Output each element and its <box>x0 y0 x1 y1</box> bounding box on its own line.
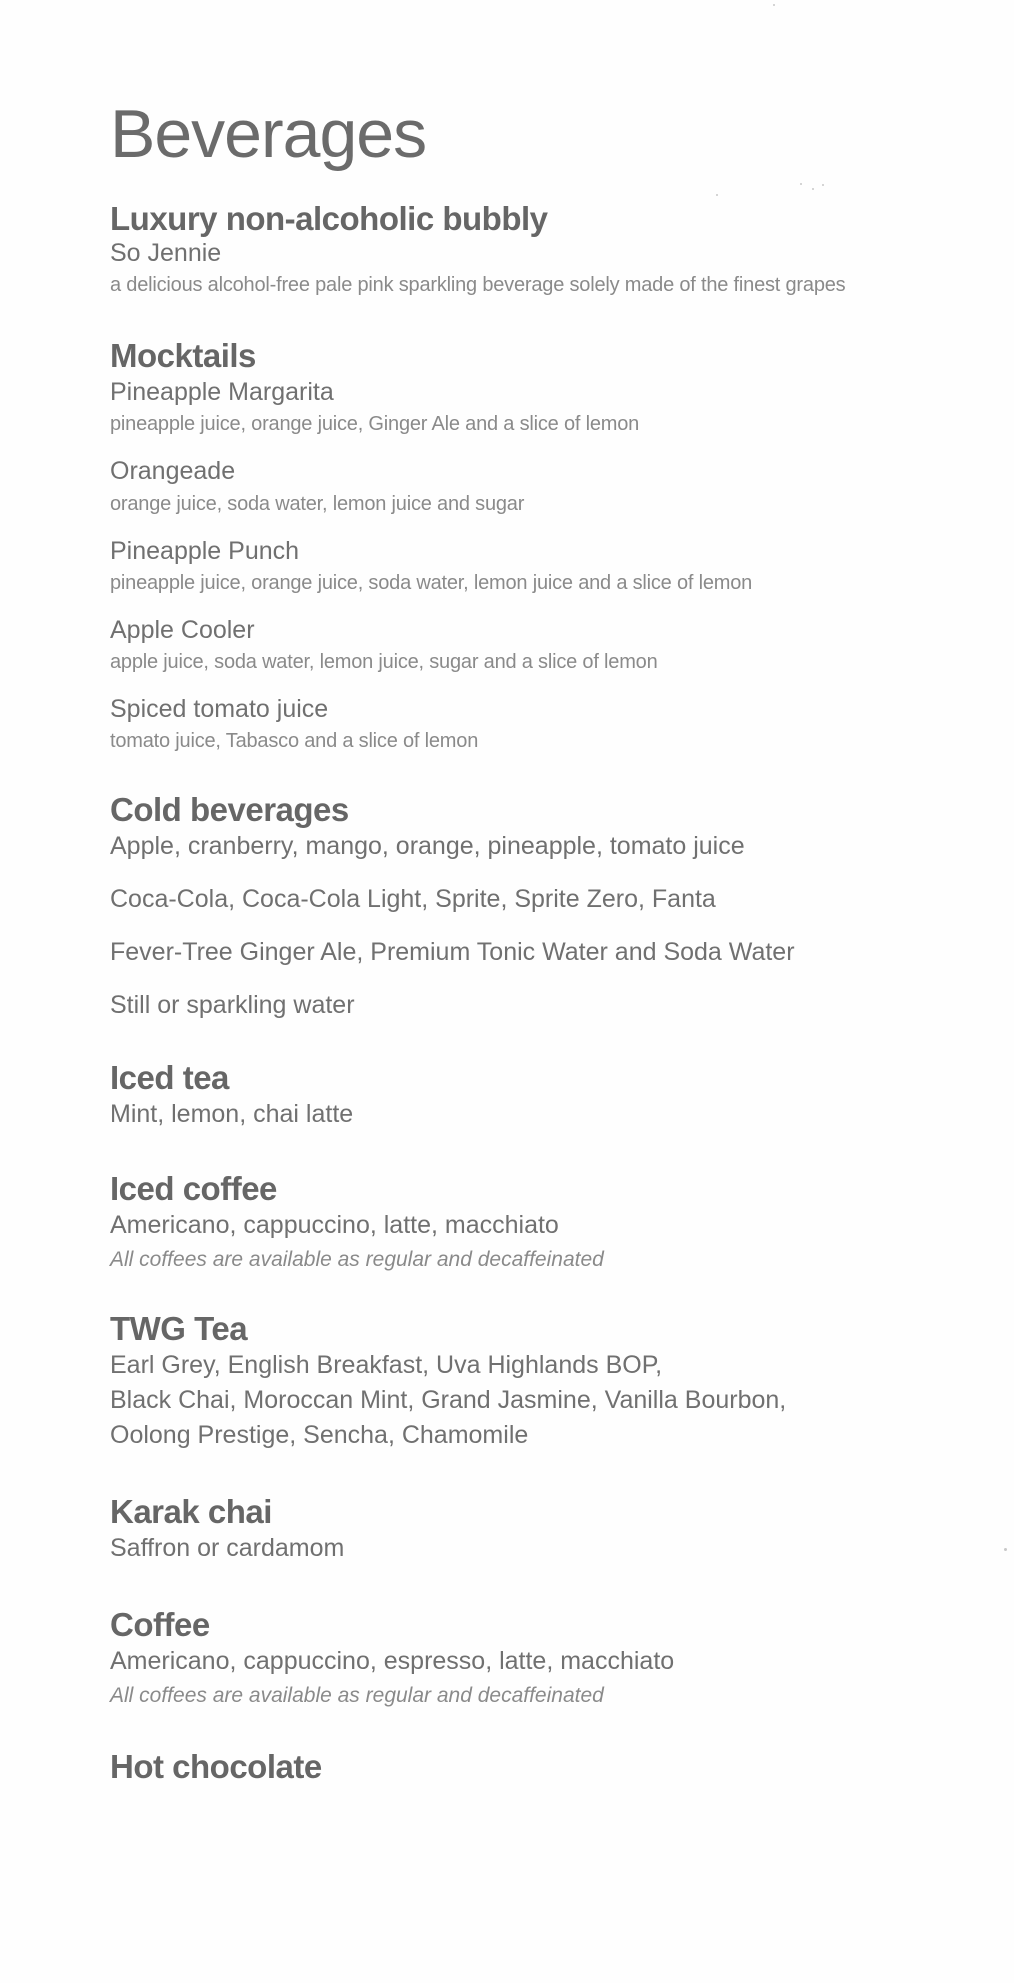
item-name: Orangeade <box>110 457 236 486</box>
section-coffee <box>110 1606 980 1708</box>
decaf-note: All coffees are available as regular and decaffeinated <box>110 1248 604 1272</box>
section-heading: Iced coffee <box>110 1170 277 1208</box>
section-heading: Mocktails <box>110 337 256 375</box>
item-name: Pineapple Punch <box>110 536 300 565</box>
scan-speck <box>822 184 824 186</box>
item-text: Americano, cappuccino, espresso, latte, macchiato <box>110 1647 675 1676</box>
list-item: Coca-Cola, Coca-Cola Light, Sprite, Sprite Zero, Fanta <box>110 885 716 914</box>
list-item: Apple, cranberry, mango, orange, pineapple, tomato juice <box>110 832 745 861</box>
list-item <box>110 615 980 674</box>
list-item <box>110 694 980 753</box>
section-twg-tea <box>110 1310 980 1453</box>
item-description: apple juice, soda water, lemon juice, sugar and a slice of lemon <box>110 651 658 674</box>
page-title: Beverages <box>110 96 427 172</box>
tea-list-line: Black Chai, Moroccan Mint, Grand Jasmine, Vanilla Bourbon, <box>110 1386 787 1415</box>
scan-speck <box>773 4 775 6</box>
scan-speck <box>1004 1548 1007 1551</box>
item-text: Americano, cappuccino, latte, macchiato <box>110 1211 559 1240</box>
section-heading: Coffee <box>110 1606 210 1644</box>
item-description: pineapple juice, orange juice, soda water, lemon juice and a slice of lemon <box>110 571 753 594</box>
section-karak-chai <box>110 1493 980 1566</box>
menu-page <box>110 96 980 1786</box>
scan-speck <box>812 188 814 190</box>
section-hot-chocolate <box>110 1748 980 1786</box>
section-bubbly <box>110 200 980 297</box>
section-heading: Luxury non-alcoholic bubbly <box>110 200 548 237</box>
item-text: Saffron or cardamom <box>110 1534 345 1563</box>
item-name: Pineapple Margarita <box>110 378 334 407</box>
section-heading: TWG Tea <box>110 1310 248 1348</box>
tea-list-line: Oolong Prestige, Sencha, Chamomile <box>110 1421 529 1450</box>
section-heading: Hot chocolate <box>110 1748 322 1786</box>
list-item <box>110 377 980 436</box>
section-iced-coffee <box>110 1170 980 1272</box>
list-item: Still or sparkling water <box>110 991 355 1020</box>
item-description: tomato juice, Tabasco and a slice of lemon <box>110 730 479 753</box>
list-item <box>110 456 980 515</box>
item-name: Spiced tomato juice <box>110 695 329 724</box>
tea-list-line: Earl Grey, English Breakfast, Uva Highlands BOP, <box>110 1351 663 1380</box>
item-name: So Jennie <box>110 238 222 267</box>
item-description: orange juice, soda water, lemon juice and sugar <box>110 492 525 515</box>
item-text: Mint, lemon, chai latte <box>110 1100 354 1129</box>
section-heading: Iced tea <box>110 1059 229 1097</box>
section-heading: Karak chai <box>110 1493 272 1531</box>
item-name: Apple Cooler <box>110 615 255 644</box>
section-cold-beverages <box>110 791 980 1023</box>
list-item <box>110 536 980 595</box>
scan-speck <box>716 194 718 196</box>
item-description: a delicious alcohol-free pale pink sparkling beverage solely made of the finest grapes <box>110 274 846 297</box>
section-mocktails <box>110 337 980 753</box>
section-heading: Cold beverages <box>110 791 349 829</box>
decaf-note: All coffees are available as regular and decaffeinated <box>110 1684 604 1708</box>
scan-speck <box>800 183 802 185</box>
list-item: Fever-Tree Ginger Ale, Premium Tonic Water and Soda Water <box>110 938 795 967</box>
item-description: pineapple juice, orange juice, Ginger Ale and a slice of lemon <box>110 413 640 436</box>
section-iced-tea <box>110 1059 980 1132</box>
